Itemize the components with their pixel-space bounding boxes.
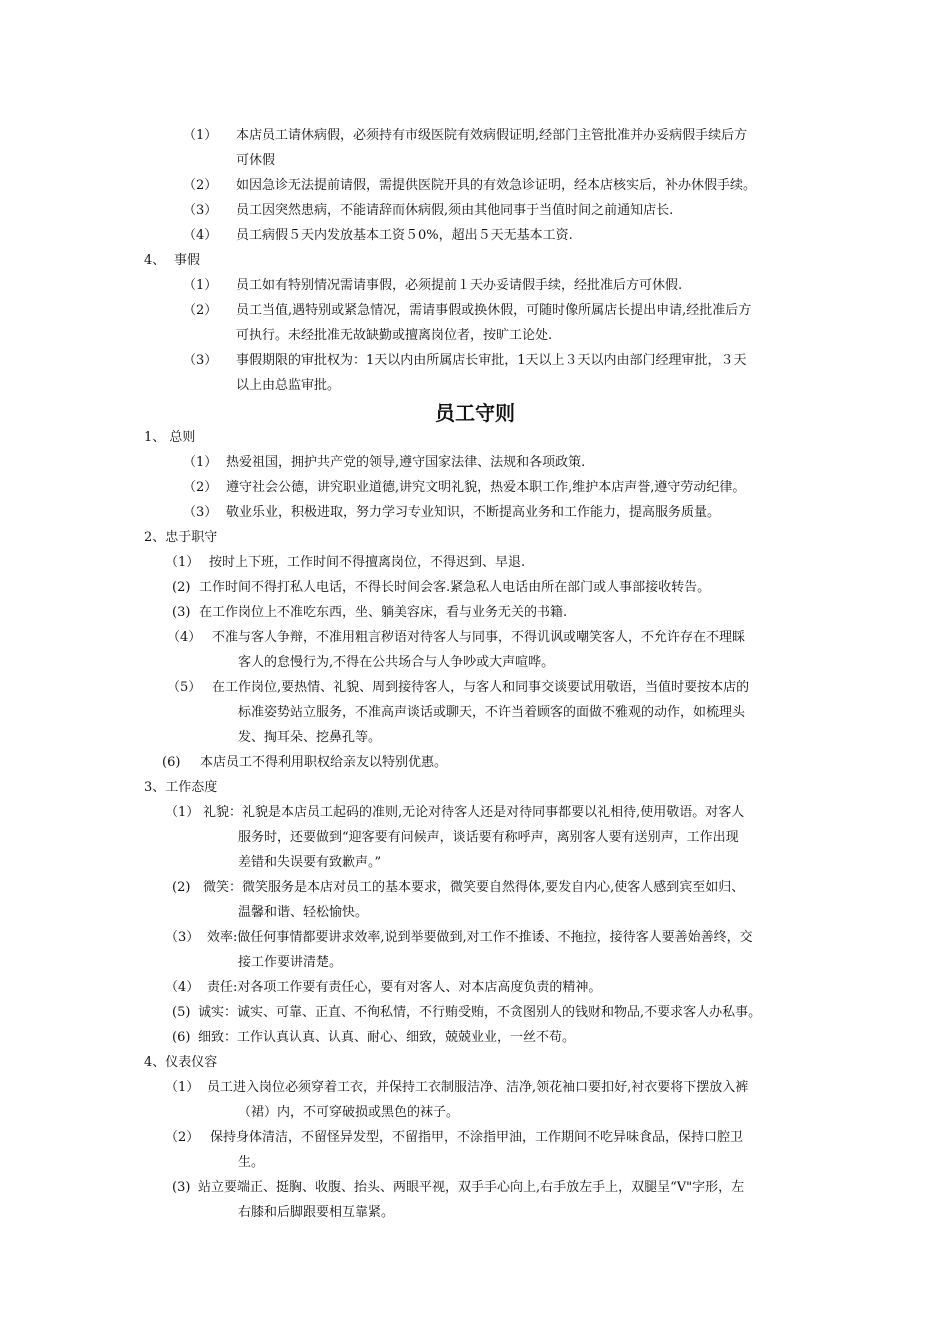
- item-number: (5): [172, 1005, 191, 1020]
- section-heading: 3、工作态度: [144, 780, 218, 795]
- item-text: 保持身体清洁，不留怪异发型，不留指甲，不涂指甲油，工作期间不吃异味食品，保持口腔卫: [210, 1130, 744, 1145]
- item-text: 责任:对各项工作要有责任心，要有对客人、对本店高度负责的精神。: [207, 980, 602, 995]
- item-number: （3）: [183, 203, 218, 218]
- item-text: 本店员工不得利用职权给亲友以特别优惠。: [200, 755, 448, 770]
- item-number: （1）: [183, 455, 218, 470]
- item-number: （2）: [183, 178, 218, 193]
- item-text: 诚实：诚实、可靠、正直、不徇私情，不行贿受贿，不贪图别人的钱财和物品,不要求客人办私事。: [198, 1005, 762, 1020]
- item-number: (2): [172, 580, 191, 595]
- item-text: 如因急诊无法提前请假，需提供医院开具的有效急诊证明，经本店核实后，补办休假手续。: [236, 178, 757, 193]
- item-number: （4）: [165, 980, 200, 995]
- item-text: 热爱祖国，拥护共产党的领导,遵守国家法律、法规和各项政策.: [226, 455, 586, 470]
- item-number: （4）: [167, 630, 202, 645]
- item-text-continued: 发、掏耳朵、挖鼻孔等。: [238, 730, 382, 745]
- item-text-continued: 温馨和谐、轻松愉快。: [238, 905, 369, 920]
- section-heading: 4、仪表仪容: [144, 1055, 218, 1070]
- item-text: 在工作岗位上不准吃东西，坐、躺美容床，看与业务无关的书籍.: [199, 605, 568, 620]
- item-text: 遵守社会公德，讲究职业道德,讲究文明礼貌，热爱本职工作,维护本店声誉,遵守劳动纪律。: [226, 480, 746, 495]
- item-number: (3): [172, 605, 191, 620]
- item-number: （2）: [165, 1130, 200, 1145]
- item-number: （2）: [183, 480, 218, 495]
- item-text: 细致：工作认真认真、认真、耐心、细致，兢兢业业，一丝不苟。: [198, 1030, 576, 1045]
- item-text-continued: 差错和失误要有致歉声。”: [238, 855, 382, 870]
- item-text-continued: 标准姿势站立服务，不准高声谈话或聊天，不许当着顾客的面做不雅观的动作，如梳理头: [238, 705, 746, 720]
- item-text: 员工如有特别情况需请事假，必须提前１天办妥请假手续，经批准后方可休假.: [236, 278, 683, 293]
- item-text: 本店员工请休病假，必须持有市级医院有效病假证明,经部门主管批准并办妥病假手续后方: [236, 128, 748, 143]
- item-text: 在工作岗位,要热情、礼貌、周到接待客人，与客人和同事交谈要试用敬语，当值时要按本店的: [212, 680, 750, 695]
- item-number: （4）: [183, 228, 218, 243]
- item-number: （3）: [165, 930, 200, 945]
- item-text: 员工进入岗位必须穿着工衣，并保持工衣制服洁净、洁净,领花袖口要扣好,衬衣要将下摆放入裤: [207, 1080, 749, 1095]
- item-number: （1）: [165, 805, 200, 820]
- item-number: （3）: [183, 505, 218, 520]
- item-number: （2）: [183, 303, 218, 318]
- item-number: （5）: [167, 680, 202, 695]
- page-title: 员工守则: [435, 401, 515, 425]
- item-text: 微笑：微笑服务是本店对员工的基本要求，微笑要自然得体,要发自内心,使客人感到宾至如归、: [203, 880, 745, 895]
- item-text-continued: 生。: [238, 1155, 265, 1170]
- section-heading: 1、 总则: [144, 430, 196, 445]
- item-text: 工作时间不得打私人电话，不得长时间会客.紧急私人电话由所在部门或人事部接收转告。: [199, 580, 711, 595]
- item-number: (6): [172, 1030, 191, 1045]
- item-text: 效率:做任何事情都要讲求效率,说到举要做到,对工作不推诿、不拖拉，接待客人要善始善终，交: [207, 930, 753, 945]
- item-text: 不准与客人争辩，不准用粗言秽语对待客人与同事，不得讥讽或嘲笑客人，不允许存在不理睬: [212, 630, 746, 645]
- item-number: (6): [162, 755, 181, 770]
- item-number: (3): [172, 1180, 191, 1195]
- item-text-continued: 右膝和后脚跟要相互靠紧。: [238, 1205, 395, 1220]
- item-number: （1）: [165, 555, 200, 570]
- item-text: 礼貌：礼貌是本店员工起码的准则,无论对待客人还是对待同事都要以礼相待,使用敬语。对客人: [203, 805, 745, 820]
- item-number: （1）: [183, 278, 218, 293]
- section-heading: 事假: [174, 253, 201, 268]
- section-heading: 2、忠于职守: [144, 530, 218, 545]
- item-text-continued: 服务时，还要做到“迎客要有问候声，谈话要有称呼声，离别客人要有送别声，工作出现: [238, 830, 739, 845]
- item-text-continued: （裙）内，不可穿破损或黑色的袜子。: [238, 1105, 460, 1120]
- section-number: 4、: [144, 253, 166, 268]
- item-number: (2): [172, 880, 191, 895]
- item-number: （1）: [165, 1080, 200, 1095]
- item-text-continued: 以上由总监审批。: [236, 378, 341, 393]
- item-number: （1）: [183, 128, 218, 143]
- item-text: 员工病假５天内发放基本工资５0%，超出５天无基本工资.: [236, 228, 573, 243]
- item-text: 站立要端正、挺胸、收腹、抬头、两眼平视，双手手心向上,右手放左手上，双腿呈“V"字形，左: [198, 1180, 745, 1195]
- item-text: 员工因突然患病，不能请辞而休病假,须由其他同事于当值时间之前通知店长.: [236, 203, 674, 218]
- item-text: 敬业乐业，积极进取，努力学习专业知识，不断提高业务和工作能力，提高服务质量。: [226, 505, 721, 520]
- item-text-continued: 客人的怠慢行为,不得在公共场合与人争吵或大声喧哗。: [238, 655, 555, 670]
- item-text-continued: 接工作要讲清楚。: [238, 955, 343, 970]
- item-text-continued: 可休假: [236, 153, 276, 168]
- item-number: （3）: [183, 353, 218, 368]
- item-text: 事假期限的审批权为：1天以内由所属店长审批，1天以上３天以内由部门经理审批，３天: [236, 353, 747, 368]
- item-text: 按时上下班，工作时间不得擅离岗位，不得迟到、早退.: [209, 555, 526, 570]
- item-text-continued: 可执行。未经批准无故缺勤或擅离岗位者，按旷工论处.: [236, 328, 553, 343]
- item-text: 员工当值,遇特别或紧急情况，需请事假或换休假，可随时像所属店长提出申请,经批准后方: [236, 303, 752, 318]
